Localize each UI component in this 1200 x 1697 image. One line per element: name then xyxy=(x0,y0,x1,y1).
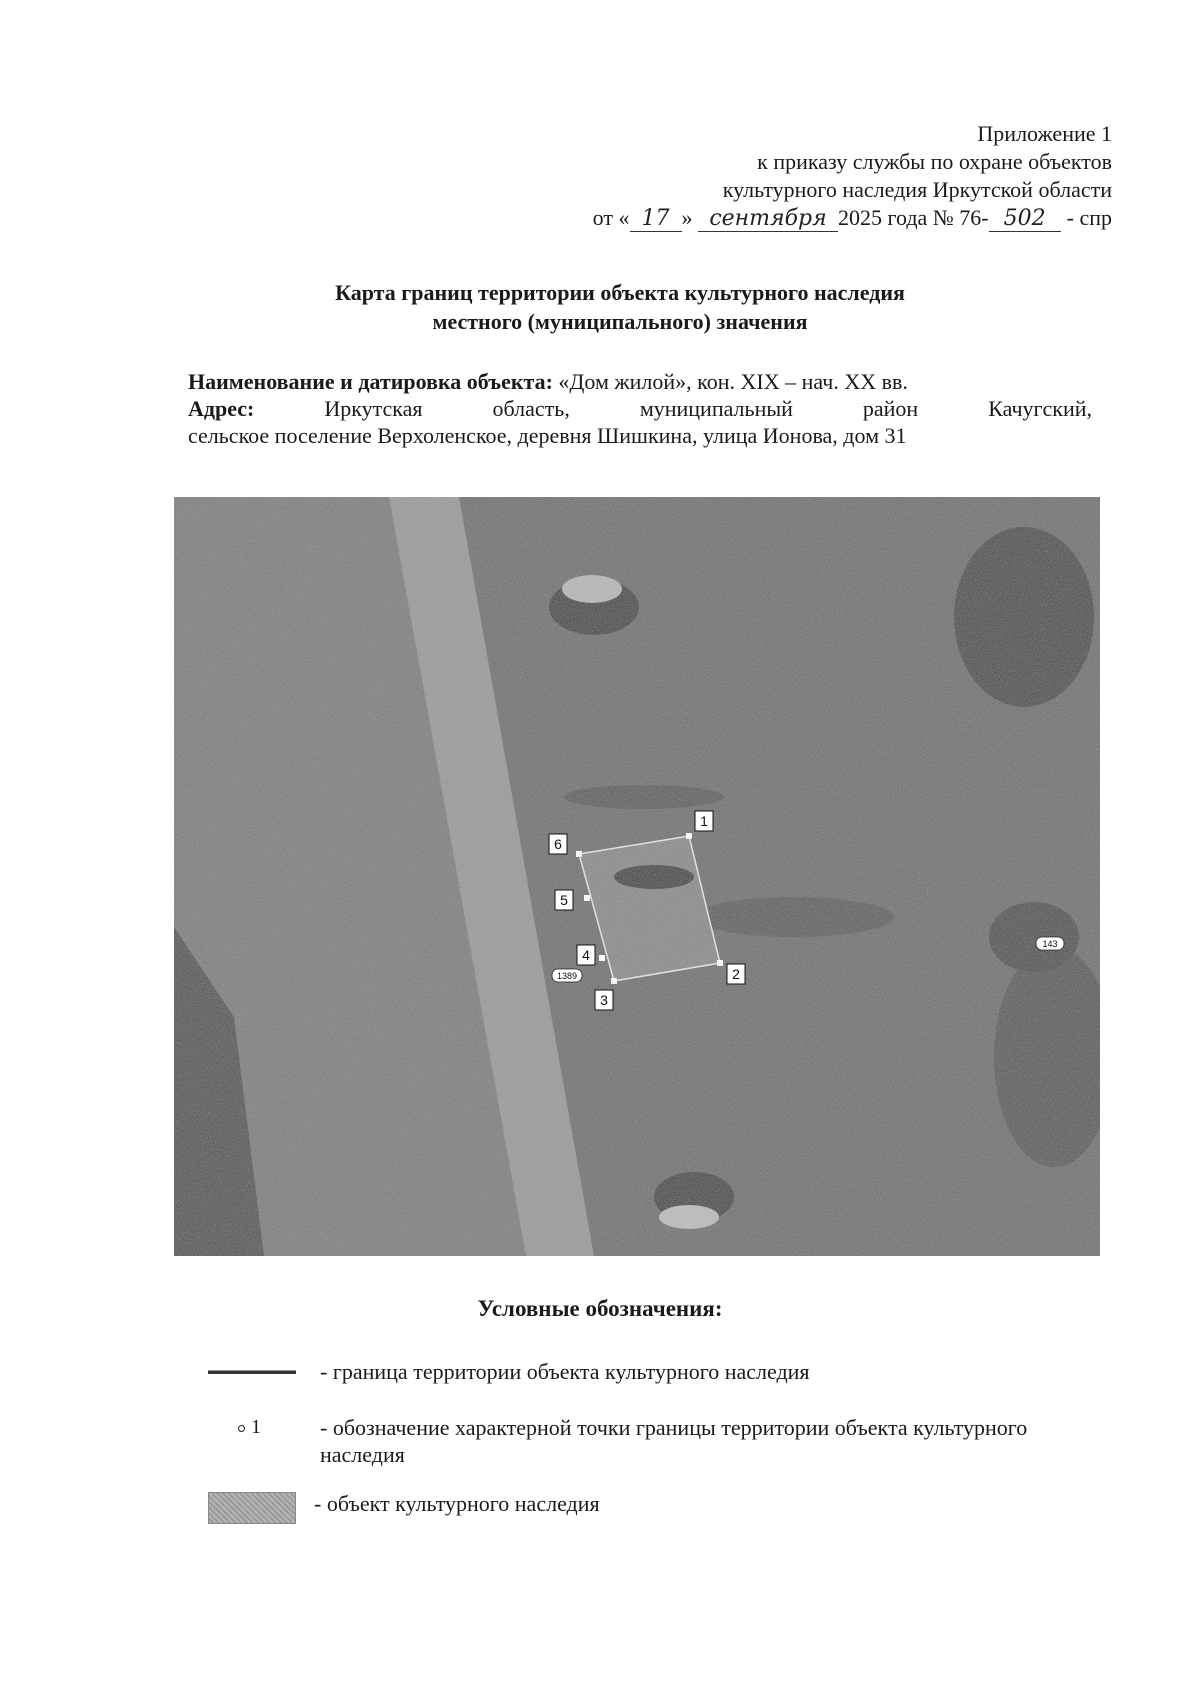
fence-line xyxy=(564,785,724,809)
address-word: муниципальный xyxy=(639,396,793,421)
point-label-text-5: 5 xyxy=(560,892,568,908)
handwritten-day: 17 xyxy=(630,207,682,232)
handwritten-number: 502 xyxy=(989,207,1061,232)
object-name-label: Наименование и датировка объекта: xyxy=(188,369,553,394)
address-row-2: сельское поселение Верхоленское, деревня Шишкина, улица Ионова, дом 31 xyxy=(188,423,907,448)
appendix-line-2: к приказу службы по охране объектов xyxy=(757,149,1112,174)
legend-boundary-text: - граница территории объекта культурного наследия xyxy=(320,1359,810,1384)
point-label-5 xyxy=(555,890,573,910)
legend-title: Условные обозначения: xyxy=(477,1296,723,1321)
appendix-line-3: культурного наследия Иркутской области xyxy=(722,177,1112,202)
boundary-point-5 xyxy=(584,895,590,901)
address-label: Адрес: xyxy=(188,396,255,421)
object-name-row xyxy=(188,368,1092,395)
parcel-label-143 xyxy=(1036,937,1064,950)
boundary-point-2 xyxy=(717,960,723,966)
parcel-label-1389 xyxy=(552,969,582,982)
point-label-6 xyxy=(549,834,567,854)
point-label-text-6: 6 xyxy=(554,836,562,852)
handwritten-month: сентября xyxy=(698,207,838,232)
parcel-label-text-143: 143 xyxy=(1042,939,1058,949)
address-word: Качугский, xyxy=(988,396,1093,421)
point-symbol xyxy=(238,1414,261,1441)
legend-object-text: - объект культурного наследия xyxy=(314,1491,600,1516)
point-label-4 xyxy=(577,945,595,965)
tree-cluster xyxy=(954,527,1094,707)
satellite-map xyxy=(174,497,1100,1256)
address-word: район xyxy=(862,396,919,421)
point-symbol-number: 1 xyxy=(251,1416,261,1438)
legend-row-boundary xyxy=(208,1358,1088,1388)
point-label-text-1: 1 xyxy=(700,813,708,829)
appendix-line-1: Приложение 1 xyxy=(977,121,1112,146)
legend-row-point xyxy=(208,1414,1088,1470)
address-row-1 xyxy=(188,395,1092,422)
address-word: область, xyxy=(492,396,570,421)
year-text: 2025 года № 76- xyxy=(838,205,989,230)
point-label-2 xyxy=(727,964,745,984)
boundary-line-symbol xyxy=(208,1370,296,1374)
boundary-point-1 xyxy=(686,833,692,839)
point-label-text-3: 3 xyxy=(600,992,608,1008)
address-word: Иркутская xyxy=(324,396,423,421)
title-line-2: местного (муниципального) значения xyxy=(432,309,808,334)
fence-line xyxy=(694,897,894,937)
tree-cluster xyxy=(989,902,1079,972)
title-line-1: Карта границ территории объекта культурного наследия xyxy=(335,280,905,305)
appendix-date-line xyxy=(492,204,1112,232)
boundary-point-6 xyxy=(576,851,582,857)
boundary-point-3 xyxy=(611,978,617,984)
document-title xyxy=(200,278,1040,336)
order-suffix: - спр xyxy=(1066,205,1112,230)
point-label-text-4: 4 xyxy=(582,947,590,963)
point-label-1 xyxy=(695,811,713,831)
parcel-label-text-1389: 1389 xyxy=(556,971,578,981)
building-roof xyxy=(659,1205,719,1229)
point-dot-icon xyxy=(238,1425,245,1432)
object-name-value: «Дом жилой», кон. XIX – нач. XX вв. xyxy=(558,369,908,394)
legend-row-object xyxy=(208,1490,1088,1524)
point-label-3 xyxy=(595,990,613,1010)
date-prefix: от « xyxy=(592,205,630,230)
legend-point-text: - обозначение характерной точки границы территории объекта культурного наследия xyxy=(320,1415,1028,1467)
object-fill-symbol xyxy=(208,1492,296,1524)
point-label-text-2: 2 xyxy=(732,966,740,982)
appendix-header xyxy=(492,120,1112,232)
object-info xyxy=(188,368,1092,449)
building-roof xyxy=(562,575,622,603)
boundary-point-4 xyxy=(599,955,605,961)
heritage-house xyxy=(614,865,694,889)
date-mid: » xyxy=(681,205,693,230)
map-svg xyxy=(174,497,1100,1256)
